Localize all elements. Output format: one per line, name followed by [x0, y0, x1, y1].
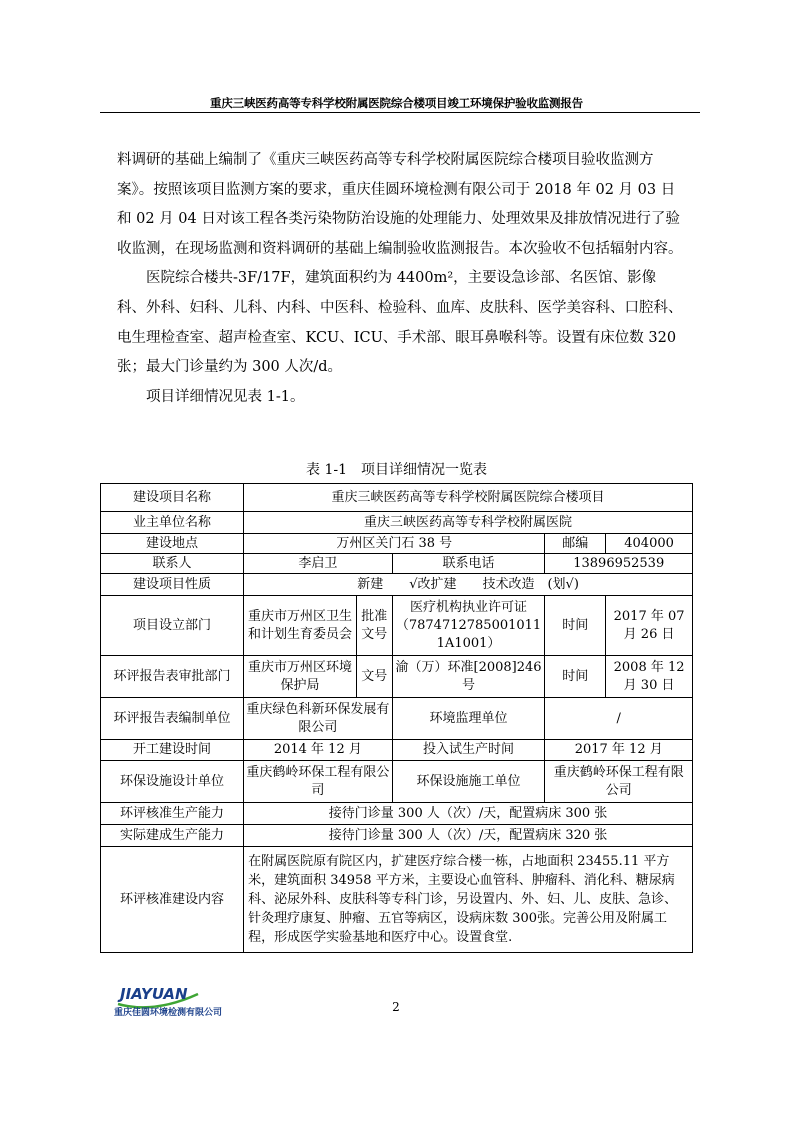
supervision-value: /: [545, 698, 693, 740]
eia-capacity-label: 环评核准生产能力: [101, 803, 244, 825]
report-header-title: 重庆三峡医药高等专科学校附属医院综合楼项目竣工环境保护验收监测报告: [210, 96, 583, 110]
paragraph-1: 料调研的基础上编制了《重庆三峡医药高等专科学校附属医院综合楼项目验收监测方案》。按照该项目监测方案的要求，重庆佳圆环境检测有限公司于 2018 年 02 月 03 日和 02 月 04 日对该工程各类污染物防治设施的处理能力、处理效果及排放情况进行了验收监测，在现场监测和资料调研的基础上编制验收监测报告。本次验收不包括辐射内容。: [117, 152, 683, 257]
trial-label: 投入试生产时间: [392, 740, 545, 761]
eia-prep-label: 环评报告表编制单位: [101, 698, 244, 740]
dept-label: 项目设立部门: [101, 596, 244, 656]
approval-time-value: 2017 年 07 月 26 日: [606, 596, 693, 656]
postcode-label: 邮编: [545, 534, 606, 554]
table-row: [101, 825, 693, 847]
supervision-label: 环境监理单位: [392, 698, 545, 740]
footer-company-name: 重庆佳圆环境检测有限公司: [114, 1008, 223, 1018]
table-caption: 表 1-1 项目详细情况一览表: [306, 462, 487, 478]
eia-content-label: 环评核准建设内容: [101, 847, 244, 953]
design-value: 重庆鹤岭环保工程有限公司: [244, 761, 393, 803]
table-row: [101, 656, 693, 698]
table-row: [101, 574, 693, 596]
start-value: 2014 年 12 月: [244, 740, 393, 761]
eia-review-label: 环评报告表审批部门: [101, 656, 244, 698]
owner-label: 业主单位名称: [101, 512, 244, 534]
phone-label: 联系电话: [392, 554, 545, 574]
actual-capacity-value: 接待门诊量 300 人（次）/天，配置病床 320 张: [244, 825, 693, 847]
approval-no-value: 医疗机构执业许可证（7874712785001011 1A1001）: [392, 596, 545, 656]
design-label: 环保设施设计单位: [101, 761, 244, 803]
doc-no-label: 文号: [356, 656, 392, 698]
doc-no-value: 渝（万）环准[2008]246 号: [392, 656, 545, 698]
table-row: [101, 761, 693, 803]
eia-time-label: 时间: [545, 656, 606, 698]
table-row: [101, 554, 693, 574]
nature-value: 新建 √改扩建 技术改造 (划√): [244, 574, 693, 596]
location-value: 万州区关门石 38 号: [244, 534, 545, 554]
nature-label: 建设项目性质: [101, 574, 244, 596]
paragraph-2: 医院综合楼共-3F/17F，建筑面积约为 4400m²，主要设急诊部、名医馆、影像科、外科、妇科、儿科、内科、中医科、检验科、血库、皮肤科、医学美容科、口腔科、电生理检查室、超声检查室、KCU、ICU、手术部、眼耳鼻喉科等。设置有床位数 320 张；最大门诊量约为 300 人次/d。: [117, 270, 683, 376]
paragraph-3: 项目详细情况见表 1-1。: [146, 388, 305, 405]
actual-capacity-label: 实际建成生产能力: [101, 825, 244, 847]
header-divider: [100, 112, 700, 113]
eia-time-value: 2008 年 12 月 30 日: [606, 656, 693, 698]
construct-label: 环保设施施工单位: [392, 761, 545, 803]
postcode-value: 404000: [606, 534, 693, 554]
table-row: [101, 740, 693, 761]
body-text: [117, 146, 685, 412]
approval-time-label: 时间: [545, 596, 606, 656]
table-row: [101, 512, 693, 534]
owner-value: 重庆三峡医药高等专科学校附属医院: [244, 512, 693, 534]
project-name-label: 建设项目名称: [101, 484, 244, 512]
contact-label: 联系人: [101, 554, 244, 574]
table-row: [101, 534, 693, 554]
approval-no-label: 批准文号: [356, 596, 392, 656]
table-row: [101, 484, 693, 512]
table-row: [101, 698, 693, 740]
location-label: 建设地点: [101, 534, 244, 554]
project-name-value: 重庆三峡医药高等专科学校附属医院综合楼项目: [244, 484, 693, 512]
table-row: [101, 803, 693, 825]
phone-value: 13896952539: [545, 554, 693, 574]
start-label: 开工建设时间: [101, 740, 244, 761]
trial-value: 2017 年 12 月: [545, 740, 693, 761]
table-row: [101, 847, 693, 953]
project-info-table: [100, 483, 693, 953]
table-row: [101, 596, 693, 656]
eia-review-value: 重庆市万州区环境保护局: [244, 656, 357, 698]
construct-value: 重庆鹤岭环保工程有限公司: [545, 761, 693, 803]
eia-content-value: 在附属医院原有院区内，扩建医疗综合楼一栋，占地面积 23455.11 平方米，建筑面积 34958 平方米，主要设心血管科、肿瘤科、消化科、糖尿病科、泌尿外科、皮肤科等专科门诊，另设置内、外、妇、儿、皮肤、急诊、针灸理疗康复、肿瘤、五官等病区，设病床数 300张。完善公用及附属工程，形成医学实验基地和医疗中心。设置食堂.: [244, 847, 693, 953]
page-number: 2: [392, 1000, 400, 1014]
logo-wordmark: JIAYUAN: [120, 985, 188, 1003]
eia-capacity-value: 接待门诊量 300 人（次）/天，配置病床 300 张: [244, 803, 693, 825]
eia-prep-value: 重庆绿色科新环保发展有限公司: [244, 698, 393, 740]
dept-value: 重庆市万州区卫生和计划生育委员会: [244, 596, 357, 656]
contact-value: 李启卫: [244, 554, 393, 574]
